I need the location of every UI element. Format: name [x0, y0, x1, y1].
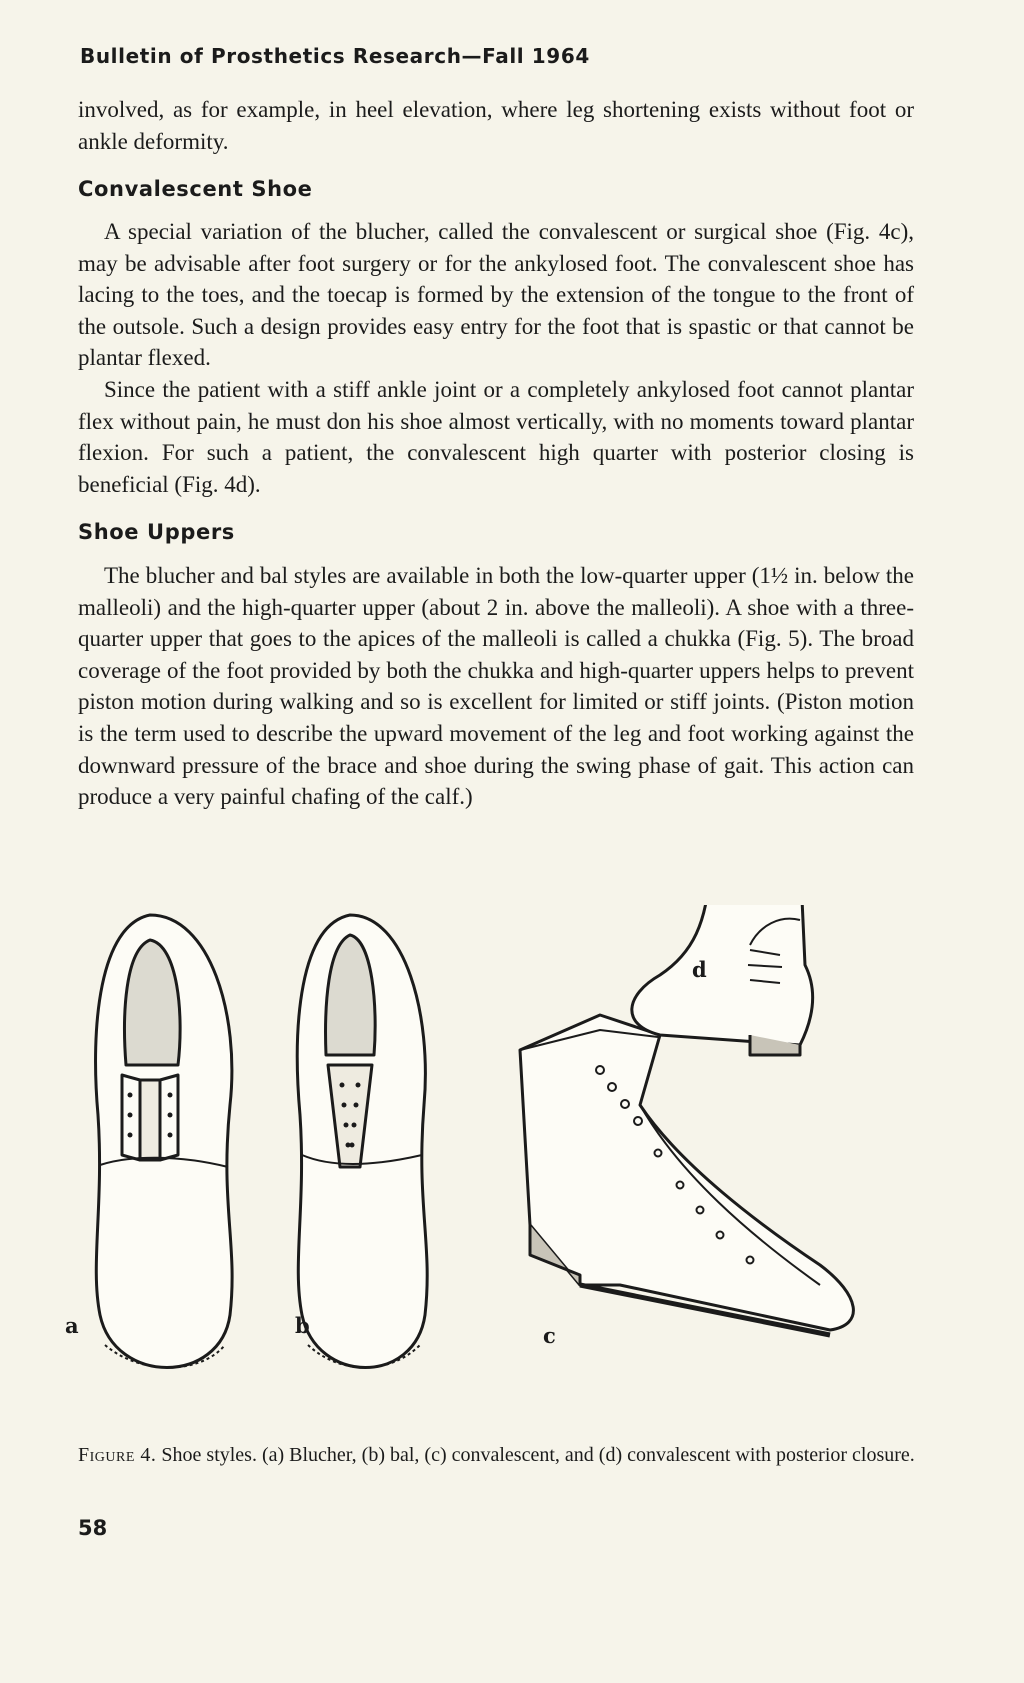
- intro-paragraph: [78, 94, 914, 157]
- figure-4: [60, 905, 940, 1425]
- page-number: 58: [78, 1516, 108, 1540]
- bal-shoe-illustration: [297, 915, 427, 1368]
- paragraph: A special variation of the blucher, called the convalescent or surgical shoe (Fig. 4c), may be advisable after foot surgery or for the ankylosed foot. The convalescent shoe has lacing to the toes, and the toecap is formed by the extension of the tongue to the front of the outsole. Such a design provides easy entry for the foot that is spastic or that cannot be plantar flexed.: [78, 219, 914, 371]
- section-heading-convalescent-shoe: Convalescent Shoe: [78, 177, 313, 201]
- paragraph: The blucher and bal styles are available in both the low-quarter upper (1½ in. below the malleoli) and the high-quarter upper (about 2 in. above the malleoli). A shoe with a three-quarter upper that goes to the apices of the malleoli is called a chukka (Fig. 5). The broad coverage of the foot provided by both the chukka and high-quarter uppers helps to prevent piston motion during walking and so is excellent for limited or stiff joints. (Piston motion is the term used to describe the upward movement of the leg and foot working against the downward pressure of the brace and shoe during the swing phase of gait. This action can produce a very painful chafing of the calf.): [78, 563, 914, 810]
- section-heading-shoe-uppers: Shoe Uppers: [78, 520, 235, 544]
- shoe-illustrations: [60, 905, 940, 1425]
- figure-label-d: d: [692, 957, 707, 982]
- figure-label-a: a: [65, 1313, 79, 1338]
- section-shoe-uppers-body: [78, 560, 914, 813]
- convalescent-posterior-closure-shoe-illustration: [632, 905, 813, 1055]
- figure-caption-text: Shoe styles. (a) Blucher, (b) bal, (c) convalescent, and (d) convalescent with posterior closure.: [161, 1444, 915, 1466]
- running-head: Bulletin of Prosthetics Research—Fall 1964: [80, 44, 590, 68]
- convalescent-shoe-illustration: [520, 1015, 853, 1335]
- blucher-shoe-illustration: [96, 915, 233, 1368]
- figure-label-c: c: [543, 1323, 556, 1348]
- intro-paragraph-text: involved, as for example, in heel elevation, where leg shortening exists without foot or ankle deformity.: [78, 97, 914, 154]
- figure-caption: [78, 1442, 918, 1468]
- figure-caption-label: Figure 4.: [78, 1444, 157, 1466]
- figure-label-b: b: [295, 1313, 310, 1338]
- section-convalescent-shoe-body: [78, 216, 914, 500]
- paragraph: Since the patient with a stiff ankle joint or a completely ankylosed foot cannot plantar flex without pain, he must don his shoe almost vertically, with no moments toward plantar flexion. For such a patient, the convalescent high quarter with posterior closing is beneficial (Fig. 4d).: [78, 376, 914, 497]
